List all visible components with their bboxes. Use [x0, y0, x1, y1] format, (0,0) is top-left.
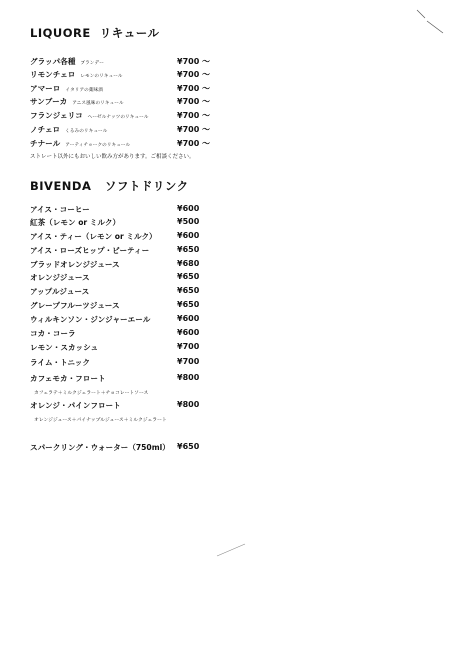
item-price: ¥650: [177, 300, 200, 309]
liquore-item: [30, 138, 260, 150]
bivenda-title-ja: ソフトドリンク: [104, 179, 189, 193]
item-price: ¥650: [177, 442, 200, 451]
item-price: ¥700: [177, 357, 200, 366]
bivenda-item: [30, 231, 260, 243]
item-price: ¥700 ～: [177, 97, 211, 106]
item-price: ¥600: [177, 328, 200, 337]
item-price: ¥700: [177, 342, 200, 351]
item-name: アマーロ: [30, 84, 61, 93]
bivenda-item: [30, 259, 260, 271]
item-name: コカ・コーラ: [30, 329, 76, 338]
item-name: ノチェロ: [30, 125, 61, 134]
item-name: オレンジ・パインフロート: [30, 401, 121, 410]
bivenda-item: [30, 300, 260, 312]
item-price: ¥700 ～: [177, 139, 211, 148]
item-name: アイス・ティー（レモン or ミルク）: [30, 232, 157, 241]
item-sub: レモンのリキュール: [80, 74, 123, 79]
item-name: レモン・スカッシュ: [30, 343, 99, 352]
liquore-item: [30, 83, 260, 95]
item-price: ¥650: [177, 286, 200, 295]
item-name: スパークリング・ウォーター（750ml）: [30, 443, 170, 452]
item-price: ¥700 ～: [177, 70, 211, 79]
item-name: グラッパ各種: [30, 57, 76, 66]
bivenda-item: [30, 357, 260, 369]
item-price: ¥700 ～: [177, 57, 211, 66]
bivenda-item: [30, 400, 260, 412]
item-sub: アニス風味のリキュール: [72, 101, 124, 106]
item-name: 紅茶（レモン or ミルク）: [30, 218, 121, 227]
item-sub: イタリアの薬味酒: [65, 88, 103, 93]
item-name: アイス・ローズヒップ・ビーティー: [30, 246, 150, 255]
item-price: ¥600: [177, 231, 200, 240]
item-price: ¥600: [177, 204, 200, 213]
item-price: ¥700 ～: [177, 125, 211, 134]
item-sub: ヘーゼルナッツのリキュール: [87, 115, 149, 120]
bivenda-heading: [30, 178, 189, 194]
item-name: サンブーカ: [30, 97, 68, 106]
liquore-heading: [30, 25, 160, 41]
liquore-item: [30, 96, 260, 108]
scan-mark-top: [415, 8, 450, 38]
bivenda-item: [30, 217, 260, 229]
item-price: ¥600: [177, 314, 200, 323]
liquore-item: [30, 124, 260, 136]
item-price: ¥680: [177, 259, 200, 268]
item-name: ブラッドオレンジジュース: [30, 260, 120, 269]
liquore-item: [30, 69, 260, 81]
bivenda-item: [30, 314, 260, 326]
item-price: ¥650: [177, 245, 200, 254]
item-name: ライム・トニック: [30, 358, 90, 367]
item-name: カフェモカ・フロート: [30, 374, 106, 383]
item-note: カフェラテ＋ミルクジェラート＋チョコレートソース: [34, 391, 149, 396]
liquore-title: LIQUORE: [30, 26, 91, 40]
bivenda-item: [30, 373, 260, 385]
liquore-item: [30, 56, 260, 68]
item-sub: ブランデー: [80, 61, 104, 66]
item-name: グレープフルーツジュース: [30, 301, 120, 310]
bivenda-item: [30, 204, 260, 216]
liquore-note: ストレート以外にもおいしい飲み方があります。ご相談ください。: [30, 154, 195, 160]
item-name: アップルジュース: [30, 287, 90, 296]
item-name: フランジェリコ: [30, 111, 83, 120]
item-price: ¥650: [177, 272, 200, 281]
item-price: ¥800: [177, 400, 200, 409]
bivenda-item: [30, 272, 260, 284]
bivenda-item: [30, 286, 260, 298]
bivenda-extra-item: [30, 442, 260, 454]
item-name: アイス・コーヒー: [30, 205, 90, 214]
item-name: オレンジジュース: [30, 273, 90, 282]
item-price: ¥700 ～: [177, 84, 211, 93]
liquore-title-ja: リキュール: [99, 26, 160, 40]
item-name: リモンチェロ: [30, 70, 76, 79]
item-name: チナール: [30, 139, 61, 148]
item-price: ¥500: [177, 217, 200, 226]
bivenda-item: [30, 245, 260, 257]
item-sub: くるみのリキュール: [65, 129, 108, 134]
item-note: オレンジジュース＋パイナップルジュース＋ミルクジェラート: [34, 418, 167, 423]
bivenda-title: BIVENDA: [30, 179, 92, 193]
bivenda-item: [30, 328, 260, 340]
item-price: ¥800: [177, 373, 200, 382]
item-price: ¥700 ～: [177, 111, 211, 120]
scan-mark-bottom: [215, 540, 250, 560]
item-name: ウィルキンソン・ジンジャーエール: [30, 315, 151, 324]
item-sub: アーティチョークのリキュール: [65, 143, 131, 148]
bivenda-item: [30, 342, 260, 354]
liquore-item: [30, 110, 260, 122]
